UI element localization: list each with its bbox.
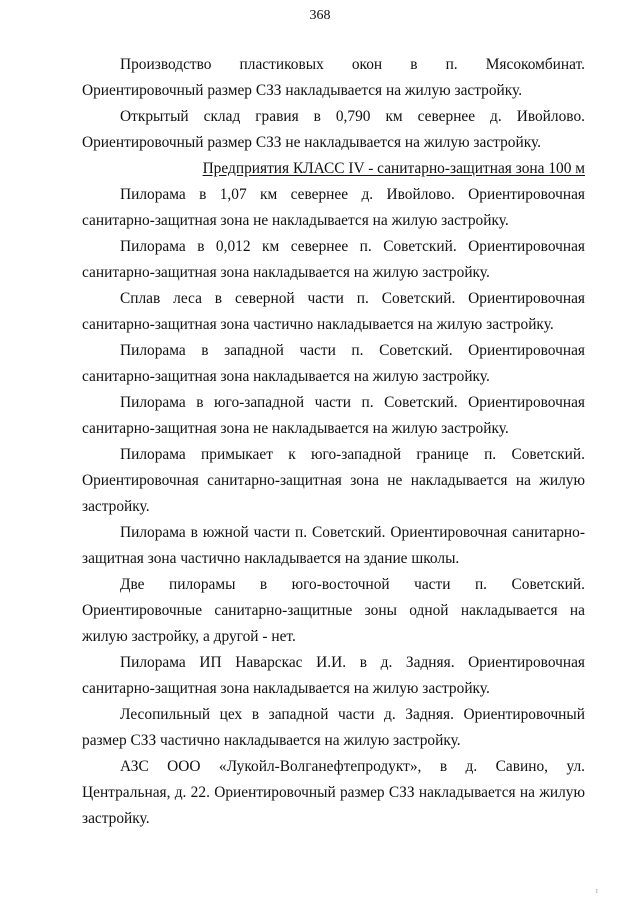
- page-number: 368: [309, 8, 331, 23]
- paragraph: Две пилорамы в юго-восточной части п. Советский. Ориентировочные санитарно-защитные зоны одной накладывается на жилую застройку, а другой - нет.: [82, 576, 585, 645]
- paragraph: Пилорама в юго-западной части п. Советский. Ориентировочная санитарно-защитная зона не накладывается на жилую застройку.: [82, 394, 585, 437]
- paragraph: Пилорама в 1,07 км севернее д. Ивойлово. Ориентировочная санитарно-защитная зона не накладывается на жилую застройку.: [82, 186, 585, 229]
- paragraph: Пилорама в 0,012 км севернее п. Советский. Ориентировочная санитарно-защитная зона накладывается на жилую застройку.: [82, 238, 585, 281]
- paragraph: АЗС ООО «Лукойл-Волганефтепродукт», в д. Савино, ул. Центральная, д. 22. Ориентировочный размер СЗЗ накладывается на жилую застройку.: [82, 758, 585, 827]
- paragraph: Сплав леса в северной части п. Советский. Ориентировочная санитарно-защитная зона частично накладывается на жилую застройку.: [82, 290, 585, 333]
- paragraph: Пилорама примыкает к юго-западной границе п. Советский. Ориентировочная санитарно-защитная зона не накладывается на жилую застройку.: [82, 446, 585, 515]
- paragraph: Пилорама ИП Наварскас И.И. в д. Задняя. Ориентировочная санитарно-защитная зона накладывается на жилую застройку.: [82, 654, 585, 697]
- scan-edge-mark: ı: [595, 886, 598, 895]
- paragraph: Пилорама в западной части п. Советский. Ориентировочная санитарно-защитная зона накладывается на жилую застройку.: [82, 342, 585, 385]
- paragraph: Лесопильный цех в западной части д. Задняя. Ориентировочный размер СЗЗ частично накладывается на жилую застройку.: [82, 706, 585, 749]
- document-body: [82, 52, 585, 832]
- section-heading: Предприятия КЛАСС IV - санитарно-защитная зона 100 м: [202, 160, 585, 177]
- paragraph: Пилорама в южной части п. Советский. Ориентировочная санитарно-защитная зона частично накладывается на здание школы.: [82, 524, 585, 567]
- paragraph: Открытый склад гравия в 0,790 км севернее д. Ивойлово. Ориентировочный размер СЗЗ не накладывается на жилую застройку.: [82, 108, 585, 151]
- paragraph: Производство пластиковых окон в п. Мясокомбинат. Ориентировочный размер СЗЗ накладывается на жилую застройку.: [82, 56, 585, 99]
